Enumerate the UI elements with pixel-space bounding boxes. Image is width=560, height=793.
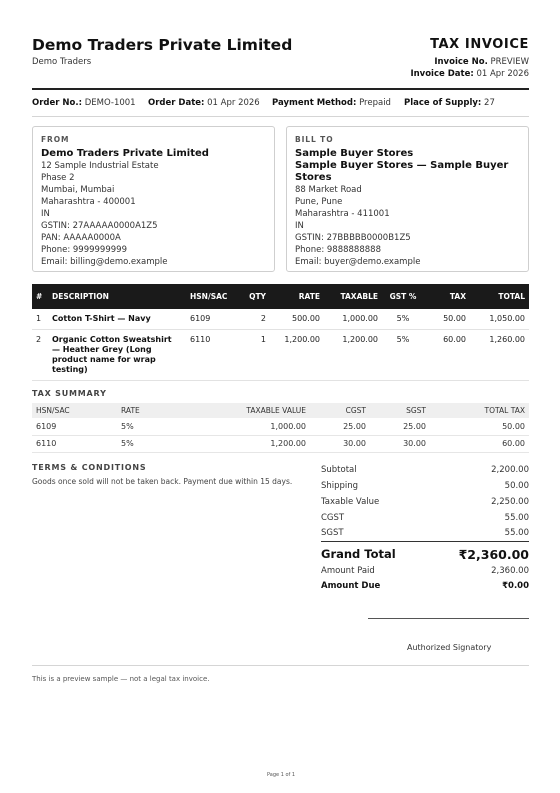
- subtotal-label: Subtotal: [321, 465, 357, 475]
- tax-rate: 5%: [117, 435, 192, 452]
- tax-col-sgst: SGST: [370, 403, 430, 418]
- payment-method-label: Payment Method:: [272, 98, 357, 108]
- table-row: [32, 435, 529, 452]
- taxable-value-amount: 2,250.00: [491, 497, 529, 507]
- item-description: Organic Cotton Sweatshirt — Heather Grey (Long product name for wrap testing): [48, 330, 186, 381]
- item-qty: 2: [238, 309, 270, 330]
- tax-col-rate: RATE: [117, 403, 192, 418]
- seller-phone: Phone: 9999999999: [41, 245, 127, 255]
- item-tax: 60.00: [424, 330, 470, 381]
- tax-hsn: 6110: [32, 435, 117, 452]
- tax-col-taxable: TAXABLE VALUE: [192, 403, 310, 418]
- seller-address-line: Mumbai, Mumbai: [41, 185, 115, 195]
- buyer-address-line: Maharashtra - 411001: [295, 209, 390, 219]
- footer-divider: [32, 665, 529, 666]
- item-description: Cotton T-Shirt — Navy: [48, 309, 186, 330]
- document-title: TAX INVOICE: [430, 37, 529, 52]
- shipping-value: 50.00: [504, 481, 529, 491]
- items-header-row: [32, 284, 529, 309]
- header-divider: [32, 88, 529, 90]
- tax-header-row: [32, 403, 529, 418]
- buyer-full-name: Sample Buyer Stores — Sample Buyer Stores: [295, 160, 509, 183]
- item-number: 2: [32, 330, 48, 381]
- company-name: Demo Traders Private Limited: [32, 36, 293, 54]
- buyer-phone: Phone: 9888888888: [295, 245, 381, 255]
- tax-taxable: 1,200.00: [192, 435, 310, 452]
- col-header-rate: RATE: [270, 284, 324, 309]
- table-row: [32, 330, 529, 381]
- buyer-email: Email: buyer@demo.example: [295, 257, 421, 267]
- subtotal-value: 2,200.00: [491, 465, 529, 475]
- seller-name: Demo Traders Private Limited: [41, 148, 209, 159]
- item-number: 1: [32, 309, 48, 330]
- tax-total: 50.00: [430, 418, 529, 435]
- order-date-label: Order Date:: [148, 98, 205, 108]
- invoice-date: [410, 69, 529, 79]
- item-total: 1,050.00: [470, 309, 529, 330]
- grand-total-value: ₹2,360.00: [458, 547, 529, 562]
- buyer-address-line: 88 Market Road: [295, 185, 362, 195]
- place-of-supply-label: Place of Supply:: [404, 98, 482, 108]
- shipping-label: Shipping: [321, 481, 359, 491]
- item-qty: 1: [238, 330, 270, 381]
- table-row: [32, 309, 529, 330]
- seller-gstin: GSTIN: 27AAAAA0000A1Z5: [41, 221, 158, 231]
- item-hsn: 6109: [186, 309, 238, 330]
- bill-to-card: [286, 126, 529, 272]
- item-taxable: 1,200.00: [324, 330, 382, 381]
- item-gst: 5%: [382, 330, 424, 381]
- tax-cgst: 30.00: [310, 435, 370, 452]
- amount-due-value: ₹0.00: [502, 581, 529, 591]
- tax-taxable: 1,000.00: [192, 418, 310, 435]
- payment-method-value: Prepaid: [359, 98, 391, 108]
- grand-total-label: Grand Total: [321, 547, 396, 561]
- tax-col-hsn: HSN/SAC: [32, 403, 117, 418]
- totals-divider: [321, 541, 529, 542]
- tax-total: 60.00: [430, 435, 529, 452]
- amount-due-label: Amount Due: [321, 581, 381, 591]
- payment-method: [272, 98, 391, 108]
- order-number-value: DEMO-1001: [84, 98, 136, 108]
- sgst-label: SGST: [321, 528, 344, 538]
- invoice-header: [32, 36, 529, 86]
- col-header-total: TOTAL: [470, 284, 529, 309]
- order-date: [148, 98, 260, 108]
- footer-note: This is a preview sample — not a legal tax invoice.: [32, 675, 210, 683]
- item-taxable: 1,000.00: [324, 309, 382, 330]
- seller-address-line: 12 Sample Industrial Estate: [41, 161, 159, 171]
- buyer-gstin: GSTIN: 27BBBBB0000B1Z5: [295, 233, 411, 243]
- invoice-number: [434, 57, 529, 67]
- from-caption: FROM: [41, 135, 70, 144]
- invoice-date-value: 01 Apr 2026: [476, 69, 529, 79]
- taxable-value-label: Taxable Value: [321, 497, 380, 507]
- order-date-value: 01 Apr 2026: [207, 98, 260, 108]
- company-trade-name: Demo Traders: [32, 57, 92, 67]
- tax-sgst: 30.00: [370, 435, 430, 452]
- col-header-qty: QTY: [238, 284, 270, 309]
- col-header-description: DESCRIPTION: [48, 284, 186, 309]
- tax-hsn: 6109: [32, 418, 117, 435]
- tax-summary-title: TAX SUMMARY: [32, 389, 107, 398]
- seller-address-line: IN: [41, 209, 50, 219]
- buyer-address-line: IN: [295, 221, 304, 231]
- buyer-address-line: Pune, Pune: [295, 197, 343, 207]
- order-number-label: Order No.:: [32, 98, 82, 108]
- buyer-name: Sample Buyer Stores: [295, 148, 414, 159]
- col-header-taxable: TAXABLE: [324, 284, 382, 309]
- invoice-date-label: Invoice Date:: [410, 69, 474, 79]
- item-hsn: 6110: [186, 330, 238, 381]
- seller-address-line: Maharashtra - 400001: [41, 197, 136, 207]
- sgst-value: 55.00: [504, 528, 529, 538]
- item-gst: 5%: [382, 309, 424, 330]
- tax-col-total: TOTAL TAX: [430, 403, 529, 418]
- signature-line: [368, 618, 529, 619]
- place-of-supply: [404, 98, 495, 108]
- item-total: 1,260.00: [470, 330, 529, 381]
- tax-col-cgst: CGST: [310, 403, 370, 418]
- table-row: [32, 418, 529, 435]
- terms-text: Goods once sold will not be taken back. Payment due within 15 days.: [32, 477, 293, 486]
- tax-cgst: 25.00: [310, 418, 370, 435]
- col-header-number: #: [32, 284, 48, 309]
- tax-summary-table: [32, 403, 529, 453]
- seller-pan: PAN: AAAAA0000A: [41, 233, 121, 243]
- item-rate: 1,200.00: [270, 330, 324, 381]
- tax-sgst: 25.00: [370, 418, 430, 435]
- line-items-table: [32, 284, 529, 381]
- invoice-number-label: Invoice No.: [434, 57, 488, 67]
- item-tax: 50.00: [424, 309, 470, 330]
- invoice-number-value: PREVIEW: [490, 57, 529, 67]
- cgst-value: 55.00: [504, 513, 529, 523]
- col-header-tax: TAX: [424, 284, 470, 309]
- seller-address-line: Phase 2: [41, 173, 75, 183]
- page-number: Page 1 of 1: [267, 772, 296, 778]
- place-of-supply-value: 27: [484, 98, 495, 108]
- bill-to-caption: BILL TO: [295, 135, 334, 144]
- order-number: [32, 98, 136, 108]
- cgst-label: CGST: [321, 513, 345, 523]
- authorized-signatory: Authorized Signatory: [407, 643, 492, 652]
- amount-paid-value: 2,360.00: [491, 566, 529, 576]
- from-card: [32, 126, 275, 272]
- amount-paid-label: Amount Paid: [321, 566, 375, 576]
- item-rate: 500.00: [270, 309, 324, 330]
- col-header-gst: GST %: [382, 284, 424, 309]
- col-header-hsn: HSN/SAC: [186, 284, 238, 309]
- terms-title: TERMS & CONDITIONS: [32, 463, 147, 472]
- invoice-page: [32, 0, 529, 793]
- tax-rate: 5%: [117, 418, 192, 435]
- seller-email: Email: billing@demo.example: [41, 257, 168, 267]
- meta-divider: [32, 116, 529, 117]
